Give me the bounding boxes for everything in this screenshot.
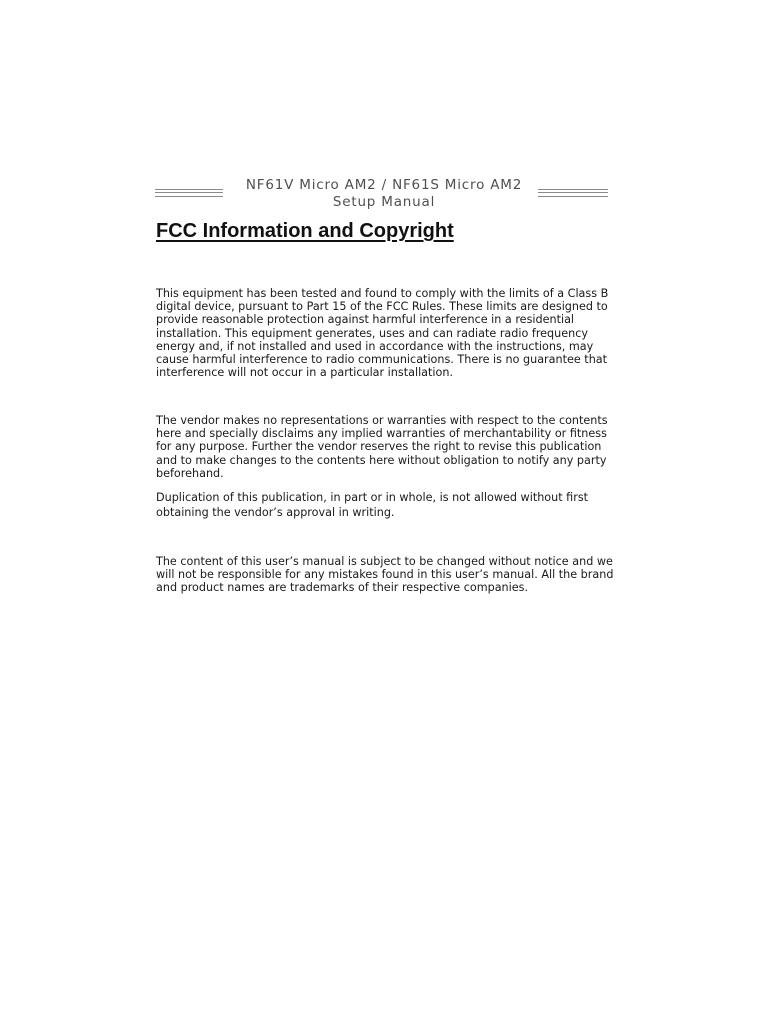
header-title-line2: Setup Manual <box>332 194 436 210</box>
page-header <box>150 174 618 214</box>
fcc-compliance-paragraph: This equipment has been tested and found to comply with the limits of a Class B digital device, pursuant to Part 15 of the FCC Rules. These limits are designed to provide reasonable protection against harmful interference in a residential installation. This equipment generates, uses and can radiate radio frequency energy and, if not installed and used in accordance with the instructions, may cause harmful interference to radio communications. There is no guarantee that interference will not occur in a particular installation. <box>156 287 609 380</box>
header-rule-right <box>538 189 608 197</box>
header-title-line1: NF61V Micro AM2 / NF61S Micro AM2 <box>245 177 523 193</box>
manual-change-notice-paragraph: The content of this user’s manual is subject to be changed without notice and we will not be responsible for any mistakes found in this user’s manual. All the brand and product names are trademarks of their respective companies. <box>156 555 614 595</box>
section-title: FCC Information and Copyright <box>156 220 454 242</box>
duplication-notice-paragraph: Duplication of this publication, in part or in whole, is not allowed without first obtaining the vendor’s approval in writing. <box>156 491 589 519</box>
warranty-disclaimer-paragraph: The vendor makes no representations or warranties with respect to the contents here and specially disclaims any implied warranties of merchantability or fitness for any purpose. Further the vendor reserves the right to revise this publication and to make changes to the contents here without obligation to notify any party beforehand. <box>156 414 608 480</box>
